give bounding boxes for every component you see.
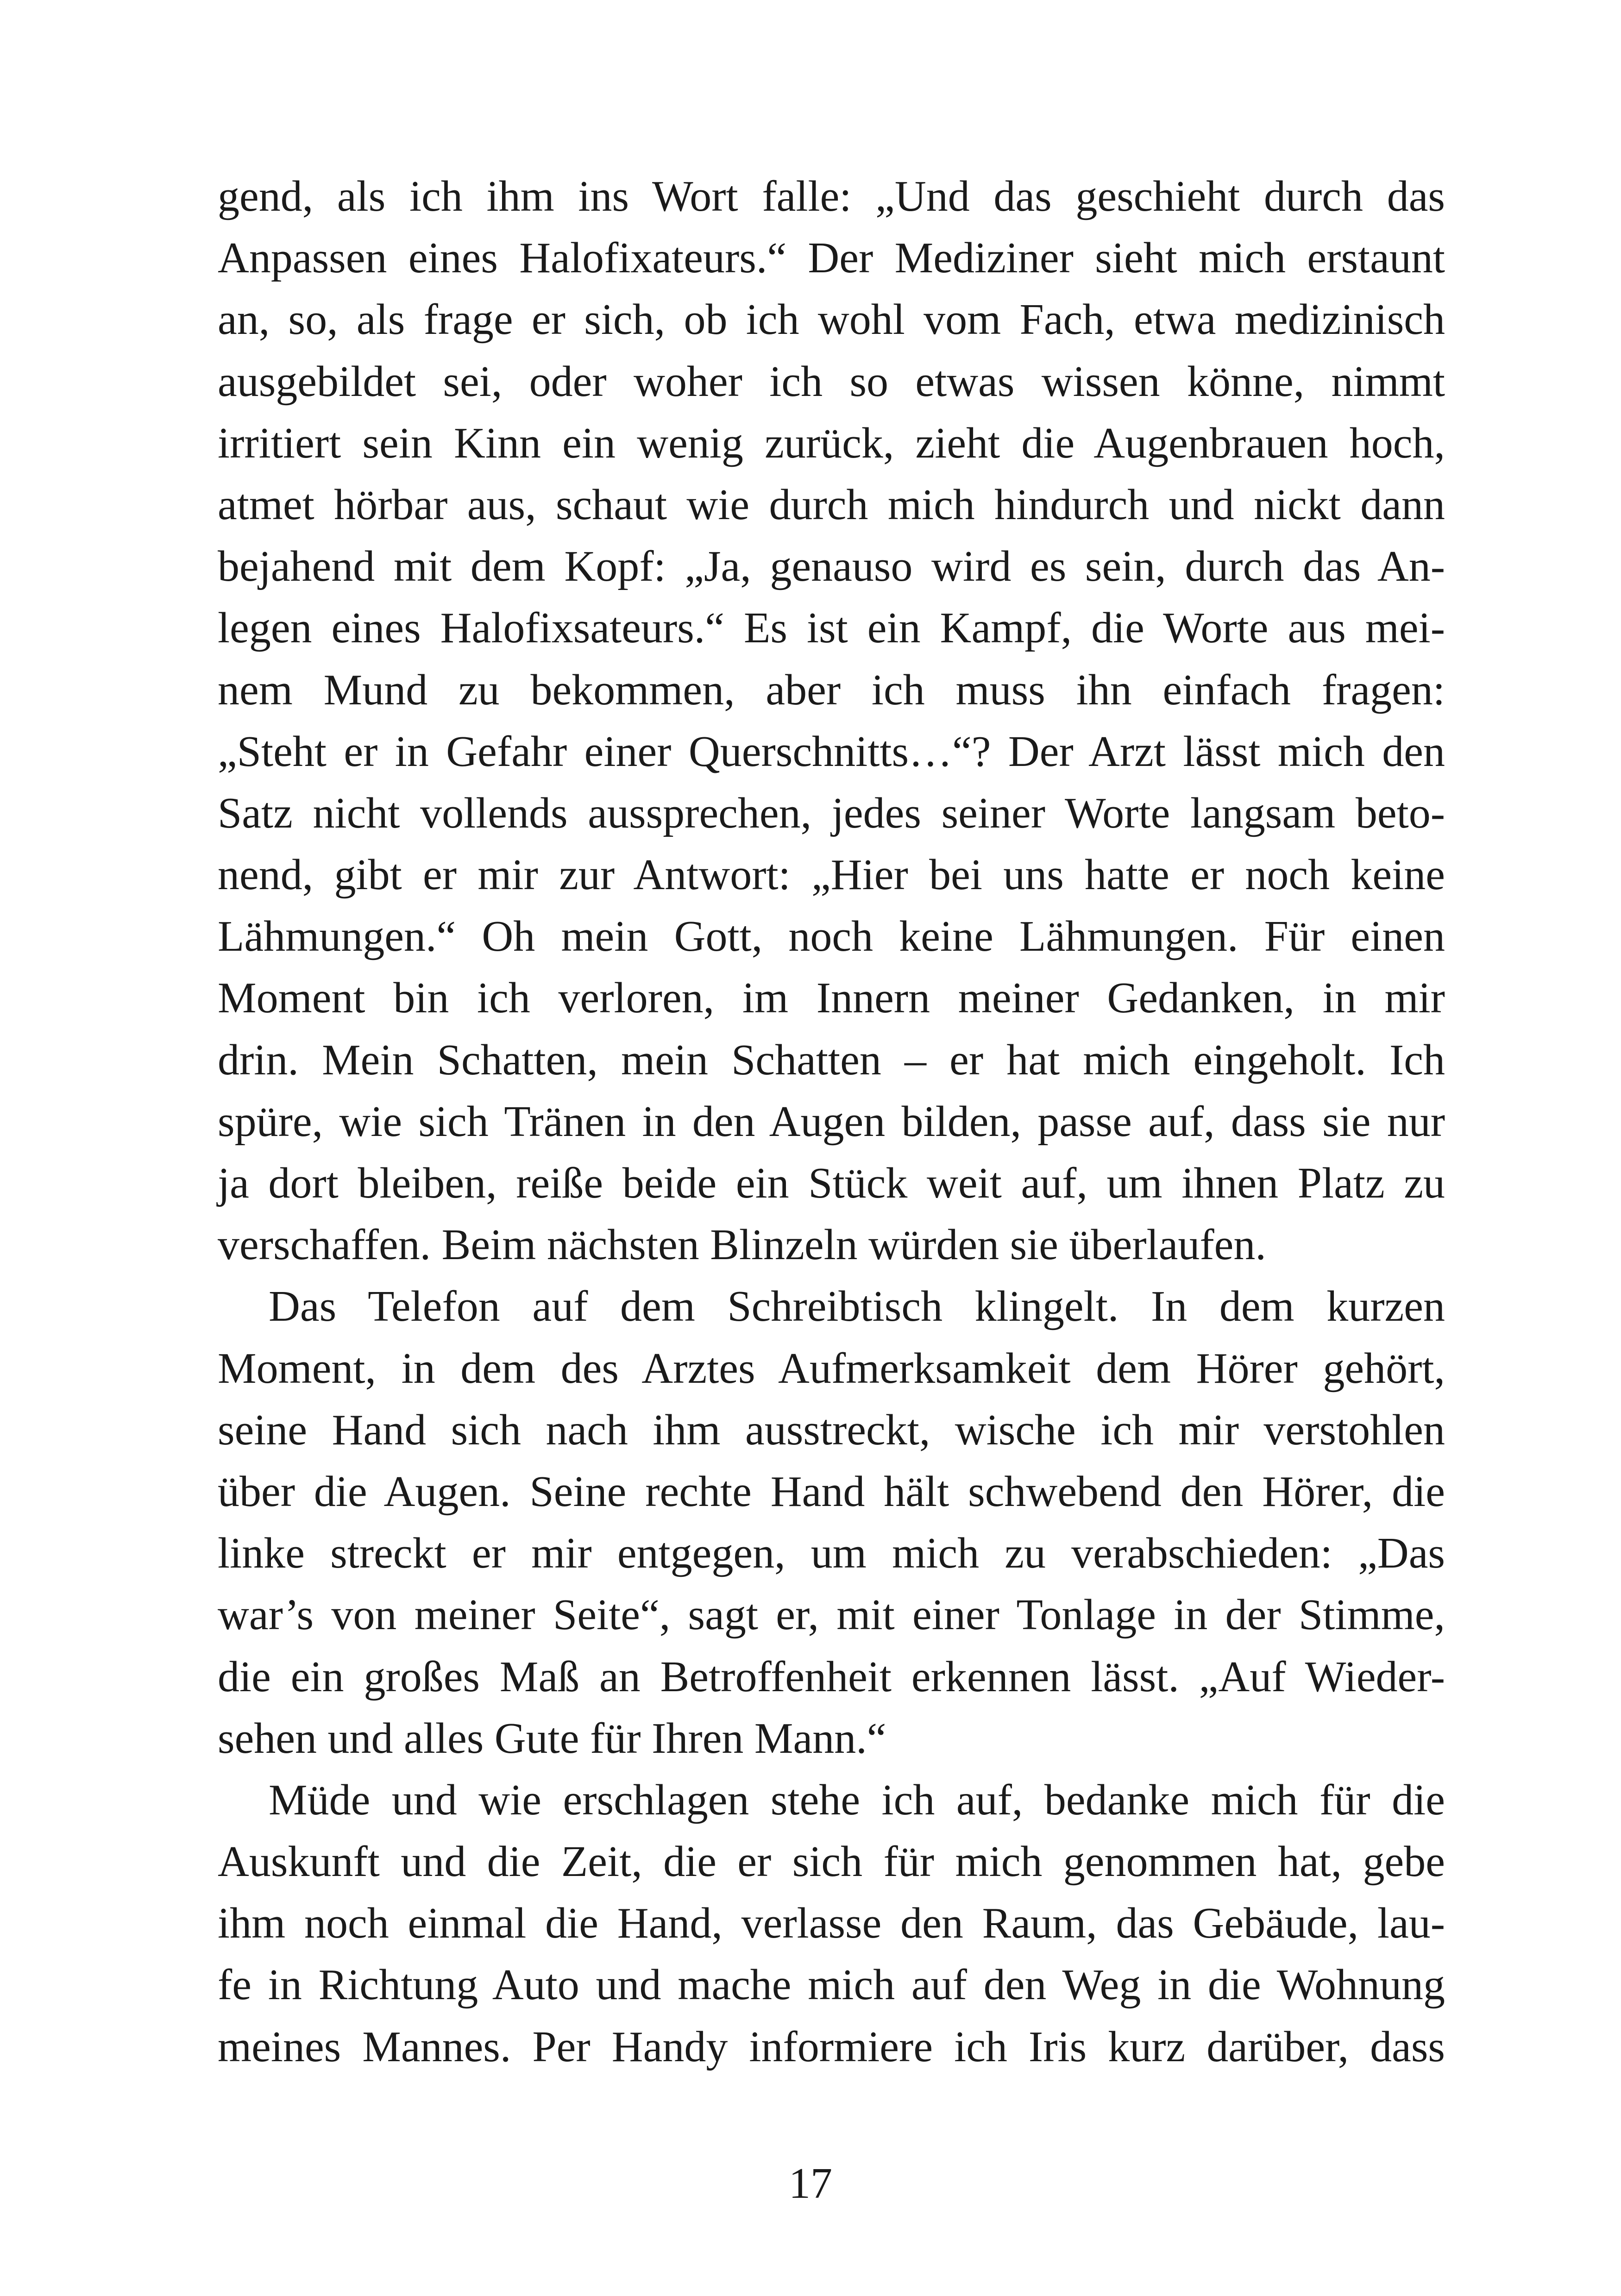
text-line: atmet hörbar aus, schaut wie durch mich hindurch und nickt dann <box>218 480 1445 529</box>
text-line: Müde und wie erschlagen stehe ich auf, bedanke mich für die <box>269 1775 1445 1824</box>
text-line: Auskunft und die Zeit, die er sich für mich genommen hat, gebe <box>218 1838 1445 1886</box>
page-number: 17 <box>789 2159 832 2208</box>
text-line: war’s von meiner Seite“, sagt er, mit einer Tonlage in der Stimme, <box>218 1591 1445 1639</box>
text-line: sehen und alles Gute für Ihren Mann.“ <box>218 1714 886 1763</box>
text-line: bejahend mit dem Kopf: „Ja, genauso wird es sein, durch das An- <box>218 542 1445 591</box>
text-line: verschaffen. Beim nächsten Blinzeln würden sie überlaufen. <box>218 1221 1266 1269</box>
text-line: irritiert sein Kinn ein wenig zurück, zieht die Augenbrauen hoch, <box>218 419 1445 467</box>
text-line: Moment, in dem des Arztes Aufmerksamkeit dem Hörer gehört, <box>218 1344 1445 1393</box>
text-line: ihm noch einmal die Hand, verlasse den Raum, das Gebäude, lau- <box>218 1899 1445 1948</box>
text-line: fe in Richtung Auto und mache mich auf den Weg in die Wohnung <box>218 1961 1445 2009</box>
text-line: Das Telefon auf dem Schreibtisch klingelt. In dem kurzen <box>269 1282 1445 1331</box>
text-line: meines Mannes. Per Handy informiere ich Iris kurz darüber, dass <box>218 2022 1445 2071</box>
text-line: Moment bin ich verloren, im Innern meiner Gedanken, in mir <box>218 974 1445 1023</box>
text-line: nem Mund zu bekommen, aber ich muss ihn einfach fragen: <box>218 665 1445 714</box>
text-line: über die Augen. Seine rechte Hand hält schwebend den Hörer, die <box>218 1467 1445 1516</box>
text-line: „Steht er in Gefahr einer Querschnitts…“? Der Arzt lässt mich den <box>218 727 1445 776</box>
text-line: ausgebildet sei, oder woher ich so etwas wissen könne, nimmt <box>218 357 1445 406</box>
text-line: seine Hand sich nach ihm ausstreckt, wische ich mir verstohlen <box>218 1405 1445 1454</box>
text-line: Lähmungen.“ Oh mein Gott, noch keine Lähmungen. Für einen <box>218 912 1445 961</box>
text-line: die ein großes Maß an Betroffenheit erkennen lässt. „Auf Wieder- <box>218 1652 1445 1701</box>
text-line: ja dort bleiben, reiße beide ein Stück weit auf, um ihnen Platz zu <box>218 1159 1445 1207</box>
text-line: gend, als ich ihm ins Wort falle: „Und das geschieht durch das <box>218 172 1445 220</box>
body-text <box>218 166 1445 2078</box>
text-line: Anpassen eines Halofixateurs.“ Der Mediziner sieht mich erstaunt <box>218 234 1445 282</box>
text-line: Satz nicht vollends aussprechen, jedes seiner Worte langsam beto- <box>218 789 1445 837</box>
text-line: nend, gibt er mir zur Antwort: „Hier bei uns hatte er noch keine <box>218 851 1445 899</box>
text-line: legen eines Halofixsateurs.“ Es ist ein Kampf, die Worte aus mei- <box>218 604 1445 652</box>
text-line: spüre, wie sich Tränen in den Augen bilden, passe auf, dass sie nur <box>218 1097 1445 1146</box>
text-line: an, so, als frage er sich, ob ich wohl vom Fach, etwa medizinisch <box>218 295 1445 344</box>
text-line: linke streckt er mir entgegen, um mich zu verabschieden: „Das <box>218 1529 1445 1578</box>
text-line: drin. Mein Schatten, mein Schatten – er hat mich eingeholt. Ich <box>218 1035 1445 1084</box>
